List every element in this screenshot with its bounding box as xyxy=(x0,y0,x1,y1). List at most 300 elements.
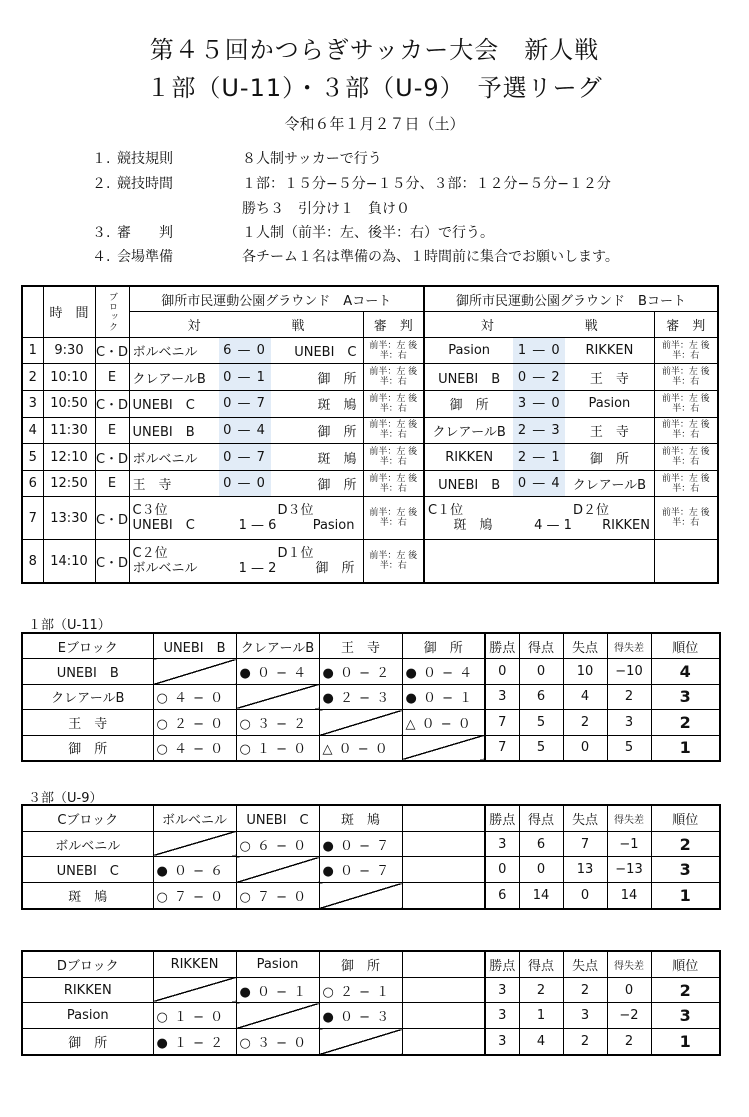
seed-away: D２位 xyxy=(573,503,610,519)
goals-for-cell: 1 xyxy=(519,1003,563,1029)
event-date: 令和６年１月２７日（土） xyxy=(284,115,465,133)
seed-away: D３位 xyxy=(277,503,314,519)
rule-number: １. xyxy=(92,151,111,167)
rule-value: ８人制サッカーで行う xyxy=(242,151,382,167)
team-column-header: UNEBI C xyxy=(236,805,319,831)
team-column-header: UNEBI B xyxy=(153,633,236,659)
court-b-header: 御所市民運動公園グラウンド Bコート xyxy=(424,286,718,312)
league-row xyxy=(22,883,720,909)
away-team: Pasion xyxy=(312,518,355,534)
schedule-row xyxy=(22,417,718,444)
empty-cell xyxy=(402,831,485,857)
home-team: ボルベニル xyxy=(132,345,198,360)
league-row xyxy=(22,684,720,709)
goal-diff-cell: 14 xyxy=(607,883,651,909)
seeded-match xyxy=(425,503,654,533)
result-cell: ● ０ − ４ xyxy=(236,659,319,684)
team-column-header: RIKKEN xyxy=(153,951,236,977)
stat-header: 得失差 xyxy=(607,951,651,977)
time-header: 時 間 xyxy=(43,286,95,337)
goals-against-cell: 0 xyxy=(563,883,607,909)
goals-for-cell: 0 xyxy=(519,857,563,883)
match-number: 6 xyxy=(22,470,43,497)
match-cell xyxy=(129,540,363,583)
referee-cell: 前半：左 後半：右 xyxy=(363,444,424,471)
result-cell: ● ２ − ３ xyxy=(319,684,402,709)
referee-cell: 前半：左 後半：右 xyxy=(654,444,718,471)
rank-cell: 2 xyxy=(651,831,720,857)
home-team: 斑 鳩 xyxy=(453,518,493,534)
team-name: UNEBI B xyxy=(22,659,153,684)
referee-cell: 前半：左 後半：右 xyxy=(363,540,424,583)
stat-header: 勝点 xyxy=(485,805,519,831)
home-team: UNEBI C xyxy=(132,518,195,534)
referee-cell: 前半：左 後半：右 xyxy=(654,497,718,540)
league-table-d xyxy=(21,950,721,1056)
result-cell: ○ ７ − ０ xyxy=(236,883,319,909)
team-column-header: ボルベニル xyxy=(153,805,236,831)
match-score: 4 — 1 xyxy=(534,518,572,534)
away-team: 御 所 xyxy=(589,451,629,467)
stat-header: 失点 xyxy=(563,805,607,831)
team-column-header: 王 寺 xyxy=(319,633,402,659)
self-match-cell xyxy=(153,659,236,684)
empty-cell xyxy=(402,883,485,909)
match xyxy=(130,444,363,470)
league-row xyxy=(22,1029,720,1055)
home-team: クレアールB xyxy=(132,371,206,387)
points-cell: 3 xyxy=(485,977,519,1003)
team-name: ボルベニル xyxy=(22,831,153,857)
empty-header xyxy=(402,805,485,831)
match-time: 14:10 xyxy=(43,540,95,583)
match-cell xyxy=(424,444,654,471)
league-row xyxy=(22,735,720,761)
away-team: クレアールB xyxy=(572,478,647,494)
home-team: UNEBI B xyxy=(132,424,195,440)
match-score: 3 — 0 xyxy=(513,391,565,417)
team-name: 御 所 xyxy=(22,1029,153,1055)
rule-key: 競技規則 xyxy=(117,151,173,167)
match-header-a: 対 戦 xyxy=(129,312,363,338)
home-team: Pasion xyxy=(448,343,491,358)
schedule-row xyxy=(22,470,718,497)
result-cell: ● ０ − ７ xyxy=(319,857,402,883)
league-row xyxy=(22,977,720,1003)
ref-header-a: 審 判 xyxy=(363,312,424,338)
match-score: 0 — 0 xyxy=(219,471,271,497)
home-team: ボルベニル xyxy=(132,451,198,467)
league-row xyxy=(22,857,720,883)
u11-label: １部（U-11） xyxy=(28,618,111,633)
referee-cell: 前半：左 後半：右 xyxy=(654,417,718,444)
result-cell: ● １ − ２ xyxy=(153,1029,236,1055)
match xyxy=(130,338,363,364)
result-cell: ● ０ − ７ xyxy=(319,831,402,857)
goal-diff-cell: −10 xyxy=(607,659,651,684)
league-header-row xyxy=(22,805,720,831)
goal-diff-cell: 5 xyxy=(607,735,651,761)
match-score: 1 — 0 xyxy=(513,338,565,364)
goals-against-cell: 13 xyxy=(563,857,607,883)
points-cell: 0 xyxy=(485,659,519,684)
points-cell: 3 xyxy=(485,1029,519,1055)
home-team: UNEBI B xyxy=(438,371,501,387)
block-name: Dブロック xyxy=(22,951,153,977)
rank-cell: 1 xyxy=(651,1029,720,1055)
block-header: ブロック xyxy=(95,286,129,337)
rank-cell: 3 xyxy=(651,857,720,883)
points-cell: 7 xyxy=(485,710,519,735)
goals-for-cell: 5 xyxy=(519,710,563,735)
match-cell xyxy=(129,470,363,497)
home-team: ボルベニル xyxy=(132,561,198,577)
rule-value: 各チーム１名は準備の為、１時間前に集合でお願いします。 xyxy=(242,249,619,265)
team-name: UNEBI C xyxy=(22,857,153,883)
seed-home: C１位 xyxy=(428,503,464,519)
rule-number: ２. xyxy=(92,176,111,192)
home-team: 王 寺 xyxy=(132,478,172,494)
rule-value: 勝ち３ 引分け１ 負け０ xyxy=(242,201,410,217)
stat-header: 順位 xyxy=(651,805,720,831)
empty-header xyxy=(402,951,485,977)
league-header-row xyxy=(22,633,720,659)
team-name: 王 寺 xyxy=(22,710,153,735)
result-cell: △ ０ − ０ xyxy=(402,710,485,735)
match xyxy=(425,471,654,497)
stat-header: 得点 xyxy=(519,805,563,831)
result-cell: ○ ４ − ０ xyxy=(153,684,236,709)
referee-cell: 前半：左 後半：右 xyxy=(654,337,718,364)
result-cell: ● ０ − ４ xyxy=(402,659,485,684)
empty-cell xyxy=(654,540,718,583)
goals-against-cell: 2 xyxy=(563,1029,607,1055)
match xyxy=(425,444,654,470)
match xyxy=(425,418,654,444)
rank-cell: 2 xyxy=(651,977,720,1003)
court-a-header: 御所市民運動公園グラウンド Aコート xyxy=(129,286,424,312)
match xyxy=(425,391,654,417)
result-cell: ○ ４ − ０ xyxy=(153,735,236,761)
away-team: 御 所 xyxy=(315,561,355,577)
away-team: 御 所 xyxy=(317,424,357,440)
result-cell: ○ ６ − ０ xyxy=(236,831,319,857)
match xyxy=(130,471,363,497)
schedule-row xyxy=(22,390,718,417)
stat-header: 得失差 xyxy=(607,633,651,659)
schedule-row xyxy=(22,337,718,364)
stat-header: 失点 xyxy=(563,633,607,659)
rule-value: １人制（前半：左、後半：右）で行う。 xyxy=(242,225,494,241)
match-score: 2 — 3 xyxy=(513,418,565,444)
goals-for-cell: 6 xyxy=(519,831,563,857)
match-score: 0 — 4 xyxy=(513,471,565,497)
match-block: E xyxy=(95,417,129,444)
league-row xyxy=(22,1003,720,1029)
goal-diff-cell: −13 xyxy=(607,857,651,883)
team-column-header: 御 所 xyxy=(319,951,402,977)
match-block: E xyxy=(95,364,129,391)
league-table-e xyxy=(21,632,721,762)
match-header-b: 対 戦 xyxy=(424,312,654,338)
team-column-header: 斑 鳩 xyxy=(319,805,402,831)
result-cell: ● ０ − ２ xyxy=(319,659,402,684)
match-time: 12:10 xyxy=(43,444,95,471)
rank-cell: 4 xyxy=(651,659,720,684)
away-team: 御 所 xyxy=(317,371,357,387)
block-name: Cブロック xyxy=(22,805,153,831)
home-team: UNEBI B xyxy=(438,478,501,494)
goal-diff-cell: 2 xyxy=(607,1029,651,1055)
team-column-header: Pasion xyxy=(236,951,319,977)
goals-against-cell: 7 xyxy=(563,831,607,857)
self-match-cell xyxy=(402,735,485,761)
seed-home: C３位 xyxy=(132,503,168,519)
stat-header: 失点 xyxy=(563,951,607,977)
goals-for-cell: 2 xyxy=(519,977,563,1003)
goals-for-cell: 6 xyxy=(519,684,563,709)
goals-for-cell: 5 xyxy=(519,735,563,761)
match-number: 4 xyxy=(22,417,43,444)
away-team: 御 所 xyxy=(317,478,357,494)
result-cell: ○ ７ − ０ xyxy=(153,883,236,909)
referee-cell: 前半：左 後半：右 xyxy=(363,337,424,364)
referee-cell: 前半：左 後半：右 xyxy=(654,390,718,417)
goals-against-cell: 10 xyxy=(563,659,607,684)
points-cell: 7 xyxy=(485,735,519,761)
goals-for-cell: 0 xyxy=(519,659,563,684)
match xyxy=(130,364,363,390)
seeded-match xyxy=(130,546,363,576)
u9-label: ３部（U-9） xyxy=(28,791,103,806)
match-number: 2 xyxy=(22,364,43,391)
empty-cell xyxy=(424,540,654,583)
match-cell xyxy=(129,417,363,444)
goals-against-cell: 2 xyxy=(563,710,607,735)
self-match-cell xyxy=(236,1003,319,1029)
points-cell: 6 xyxy=(485,883,519,909)
league-row xyxy=(22,659,720,684)
stat-header: 順位 xyxy=(651,633,720,659)
match-cell xyxy=(424,337,654,364)
league-row xyxy=(22,831,720,857)
goal-diff-cell: −1 xyxy=(607,831,651,857)
stat-header: 順位 xyxy=(651,951,720,977)
self-match-cell xyxy=(153,831,236,857)
match-cell xyxy=(129,337,363,364)
rank-cell: 2 xyxy=(651,710,720,735)
match-time: 11:30 xyxy=(43,417,95,444)
referee-cell: 前半：左 後半：右 xyxy=(363,364,424,391)
match-cell xyxy=(129,497,363,540)
rule-key: 競技時間 xyxy=(117,176,173,192)
goals-against-cell: 4 xyxy=(563,684,607,709)
match-block: C・D xyxy=(95,497,129,540)
match-time: 13:30 xyxy=(43,497,95,540)
points-cell: 0 xyxy=(485,857,519,883)
match-time: 9:30 xyxy=(43,337,95,364)
self-match-cell xyxy=(319,1029,402,1055)
team-name: Pasion xyxy=(22,1003,153,1029)
schedule-table xyxy=(21,285,719,584)
match-score: 1 — 6 xyxy=(238,518,277,534)
schedule-row xyxy=(22,444,718,471)
match-score: 0 — 1 xyxy=(219,364,271,390)
match-score: 2 — 1 xyxy=(513,444,565,470)
seed-away: D１位 xyxy=(277,546,314,562)
result-cell: ● ０ − １ xyxy=(402,684,485,709)
match-number: 3 xyxy=(22,390,43,417)
stat-header: 得点 xyxy=(519,951,563,977)
match-cell xyxy=(424,470,654,497)
home-team: RIKKEN xyxy=(445,449,494,465)
points-cell: 3 xyxy=(485,831,519,857)
result-cell: ○ ２ − １ xyxy=(319,977,402,1003)
match-score: 1 — 2 xyxy=(238,561,277,577)
away-team: 斑 鳩 xyxy=(317,398,357,414)
self-match-cell xyxy=(153,977,236,1003)
rule-number: ３. xyxy=(92,225,111,241)
rank-cell: 3 xyxy=(651,684,720,709)
self-match-cell xyxy=(236,684,319,709)
stat-header: 得失差 xyxy=(607,805,651,831)
match-score: 0 — 4 xyxy=(219,418,271,444)
result-cell: ● ０ − ６ xyxy=(153,857,236,883)
league-table-c xyxy=(21,804,721,910)
match-cell xyxy=(129,364,363,391)
schedule-row xyxy=(22,497,718,540)
match-score: 0 — 7 xyxy=(219,391,271,417)
away-team: RIKKEN xyxy=(602,518,650,534)
match xyxy=(425,364,654,390)
page-title: 第４５回かつらぎサッカー大会 新人戦 xyxy=(149,36,600,64)
match-block: C・D xyxy=(95,444,129,471)
referee-cell: 前半：左 後半：右 xyxy=(654,470,718,497)
schedule-row xyxy=(22,364,718,391)
schedule-row xyxy=(22,540,718,583)
self-match-cell xyxy=(236,857,319,883)
result-cell: △ ０ − ０ xyxy=(319,735,402,761)
rule-value: １部：１５分−５分−１５分、３部：１２分−５分−１２分 xyxy=(242,176,611,192)
empty-cell xyxy=(402,1003,485,1029)
rule-key: 審 判 xyxy=(117,225,173,241)
match-score: 6 — 0 xyxy=(219,338,271,364)
rank-cell: 1 xyxy=(651,883,720,909)
rank-cell: 1 xyxy=(651,735,720,761)
away-team: Pasion xyxy=(588,396,631,412)
goals-against-cell: 2 xyxy=(563,977,607,1003)
match-cell xyxy=(129,444,363,471)
away-team: RIKKEN xyxy=(585,343,634,358)
match-cell xyxy=(424,390,654,417)
referee-cell: 前半：左 後半：右 xyxy=(363,390,424,417)
referee-cell: 前半：左 後半：右 xyxy=(654,364,718,391)
goals-against-cell: 0 xyxy=(563,735,607,761)
referee-cell: 前半：左 後半：右 xyxy=(363,497,424,540)
goals-for-cell: 14 xyxy=(519,883,563,909)
match-cell xyxy=(129,390,363,417)
stat-header: 勝点 xyxy=(485,951,519,977)
league-row xyxy=(22,710,720,735)
match-cell xyxy=(424,364,654,391)
result-cell: ○ ２ − ０ xyxy=(153,710,236,735)
goals-against-cell: 3 xyxy=(563,1003,607,1029)
page-subtitle: １部（U-11）・３部（U-9） 予選リーグ xyxy=(146,74,603,102)
ref-header-b: 審 判 xyxy=(654,312,718,338)
home-team: クレアールB xyxy=(432,424,506,440)
empty-cell xyxy=(402,977,485,1003)
goal-diff-cell: −2 xyxy=(607,1003,651,1029)
result-cell: ○ １ − ０ xyxy=(153,1003,236,1029)
match-number: 8 xyxy=(22,540,43,583)
seeded-match xyxy=(130,503,363,533)
result-cell: ● ０ − １ xyxy=(236,977,319,1003)
home-team: 御 所 xyxy=(449,398,489,414)
result-cell: ● ０ − ３ xyxy=(319,1003,402,1029)
empty-cell xyxy=(402,857,485,883)
team-name: クレアールB xyxy=(22,684,153,709)
match-time: 10:10 xyxy=(43,364,95,391)
match-number: 1 xyxy=(22,337,43,364)
rule-number: ４. xyxy=(92,249,111,265)
block-name: Eブロック xyxy=(22,633,153,659)
team-name: RIKKEN xyxy=(22,977,153,1003)
match-block: C・D xyxy=(95,540,129,583)
match-block: E xyxy=(95,470,129,497)
match xyxy=(425,338,654,364)
match-cell xyxy=(424,417,654,444)
match-number: 7 xyxy=(22,497,43,540)
self-match-cell xyxy=(319,883,402,909)
result-cell: ○ ３ − ２ xyxy=(236,710,319,735)
home-team: UNEBI C xyxy=(132,398,195,414)
result-cell: ○ ３ − ０ xyxy=(236,1029,319,1055)
league-header-row xyxy=(22,951,720,977)
self-match-cell xyxy=(319,710,402,735)
rank-cell: 3 xyxy=(651,1003,720,1029)
away-team: 王 寺 xyxy=(589,371,629,387)
no-header xyxy=(22,286,43,337)
goal-diff-cell: 2 xyxy=(607,684,651,709)
match-block: C・D xyxy=(95,390,129,417)
match-time: 10:50 xyxy=(43,390,95,417)
team-name: 斑 鳩 xyxy=(22,883,153,909)
match-score: 0 — 7 xyxy=(219,444,271,470)
match-cell xyxy=(424,497,654,540)
goals-for-cell: 4 xyxy=(519,1029,563,1055)
away-team: 王 寺 xyxy=(589,424,629,440)
team-column-header: 御 所 xyxy=(402,633,485,659)
match xyxy=(130,418,363,444)
result-cell: ○ １ − ０ xyxy=(236,735,319,761)
seed-home: C２位 xyxy=(132,546,168,562)
goal-diff-cell: 3 xyxy=(607,710,651,735)
stat-header: 勝点 xyxy=(485,633,519,659)
match-number: 5 xyxy=(22,444,43,471)
match xyxy=(130,391,363,417)
stat-header: 得点 xyxy=(519,633,563,659)
match-time: 12:50 xyxy=(43,470,95,497)
rule-key: 会場準備 xyxy=(117,249,173,265)
away-team: 斑 鳩 xyxy=(317,451,357,467)
goal-diff-cell: 0 xyxy=(607,977,651,1003)
points-cell: 3 xyxy=(485,684,519,709)
referee-cell: 前半：左 後半：右 xyxy=(363,417,424,444)
team-column-header: クレアールB xyxy=(236,633,319,659)
referee-cell: 前半：左 後半：右 xyxy=(363,470,424,497)
team-name: 御 所 xyxy=(22,735,153,761)
empty-cell xyxy=(402,1029,485,1055)
